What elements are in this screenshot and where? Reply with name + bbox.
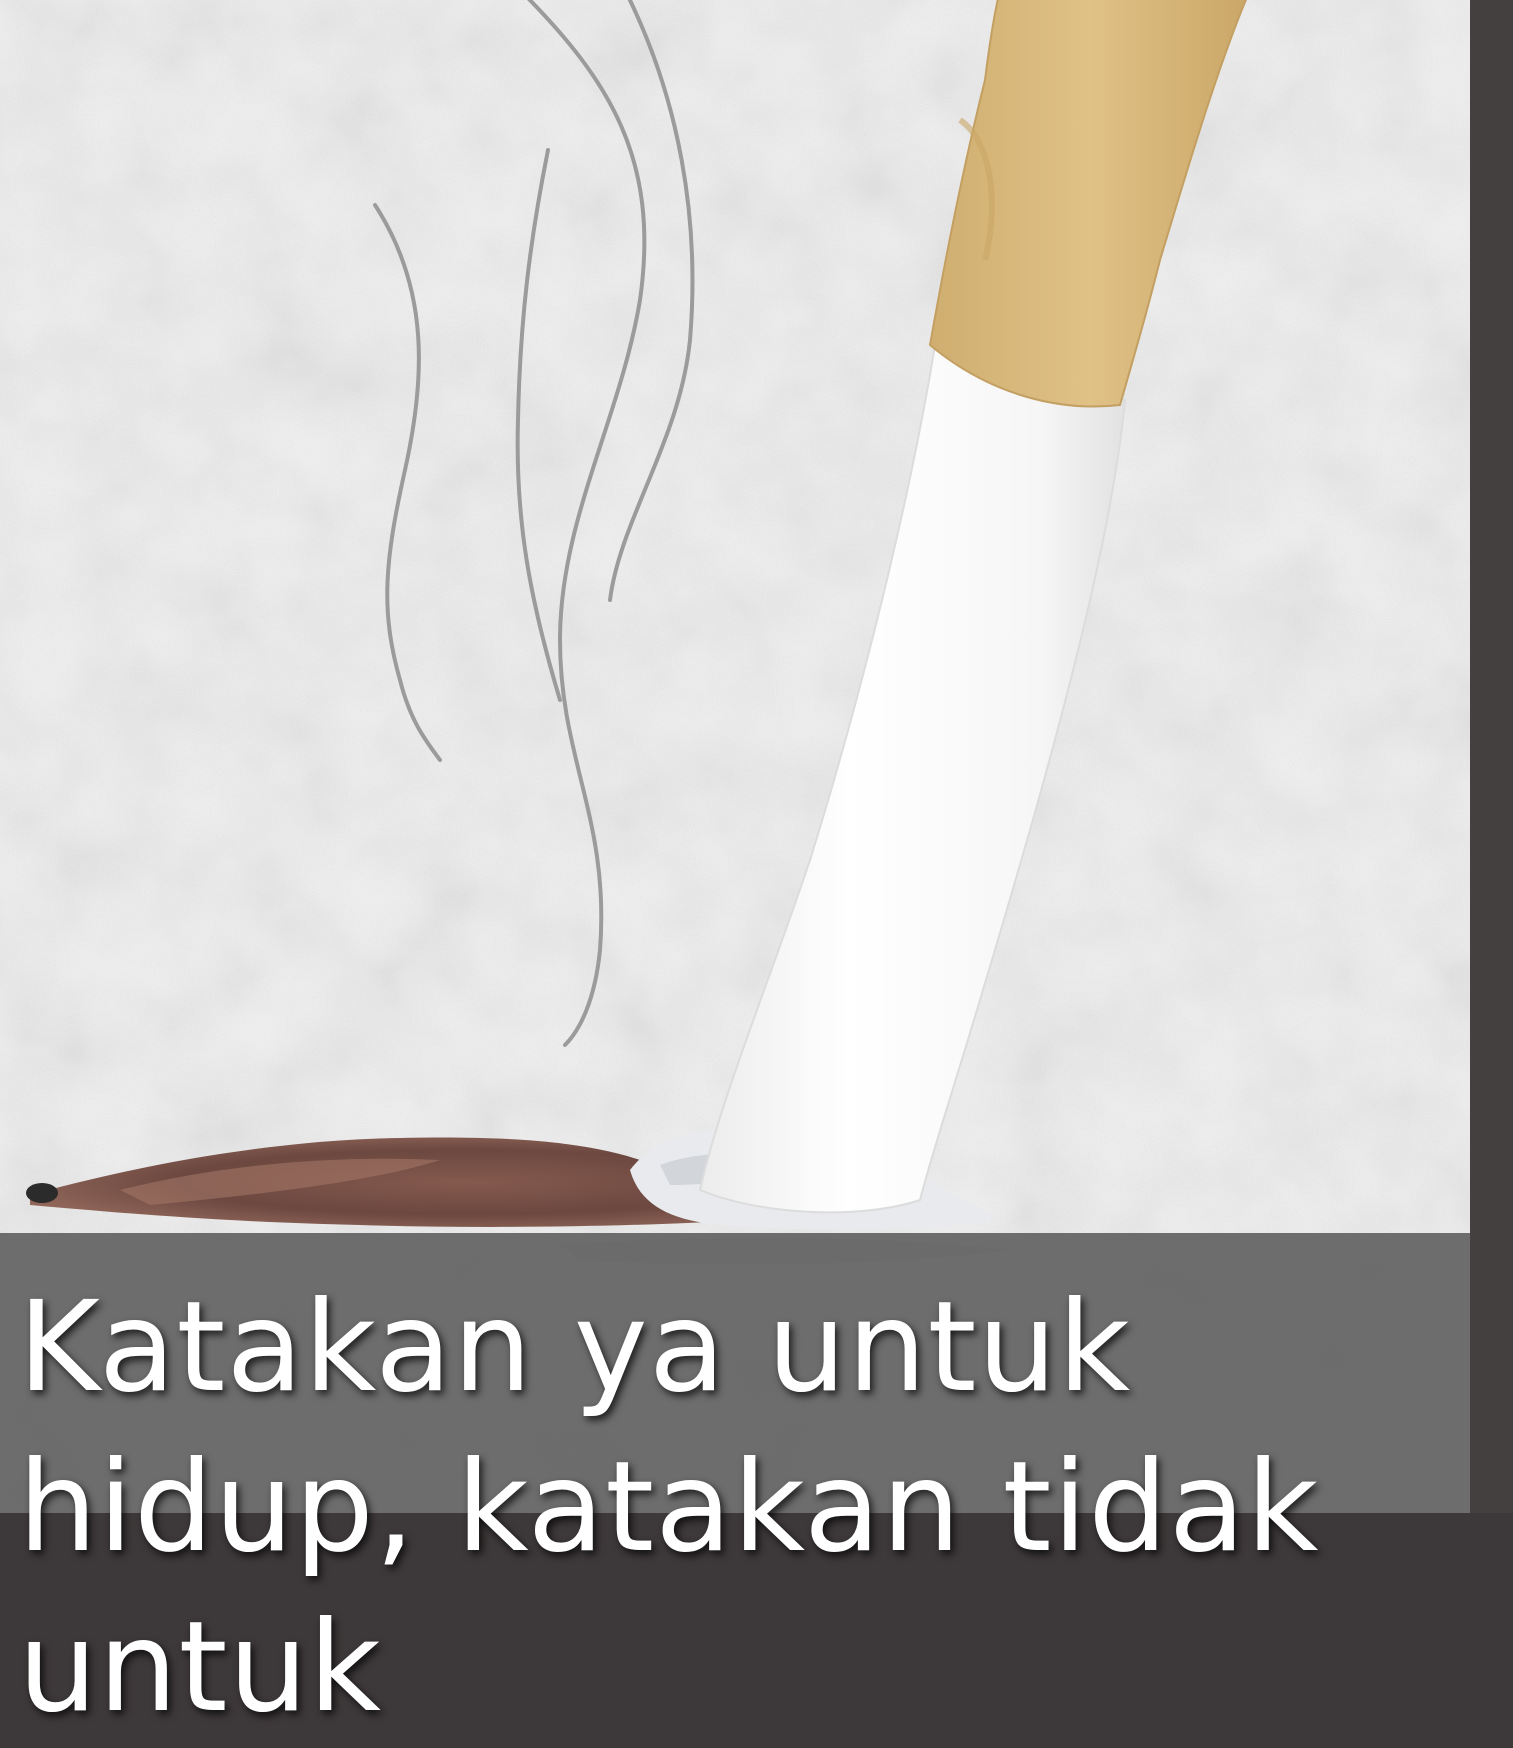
caption-text: Katakan ya untuk hidup, katakan tidak untuk (18, 1275, 1320, 1740)
right-border (1470, 0, 1513, 1513)
